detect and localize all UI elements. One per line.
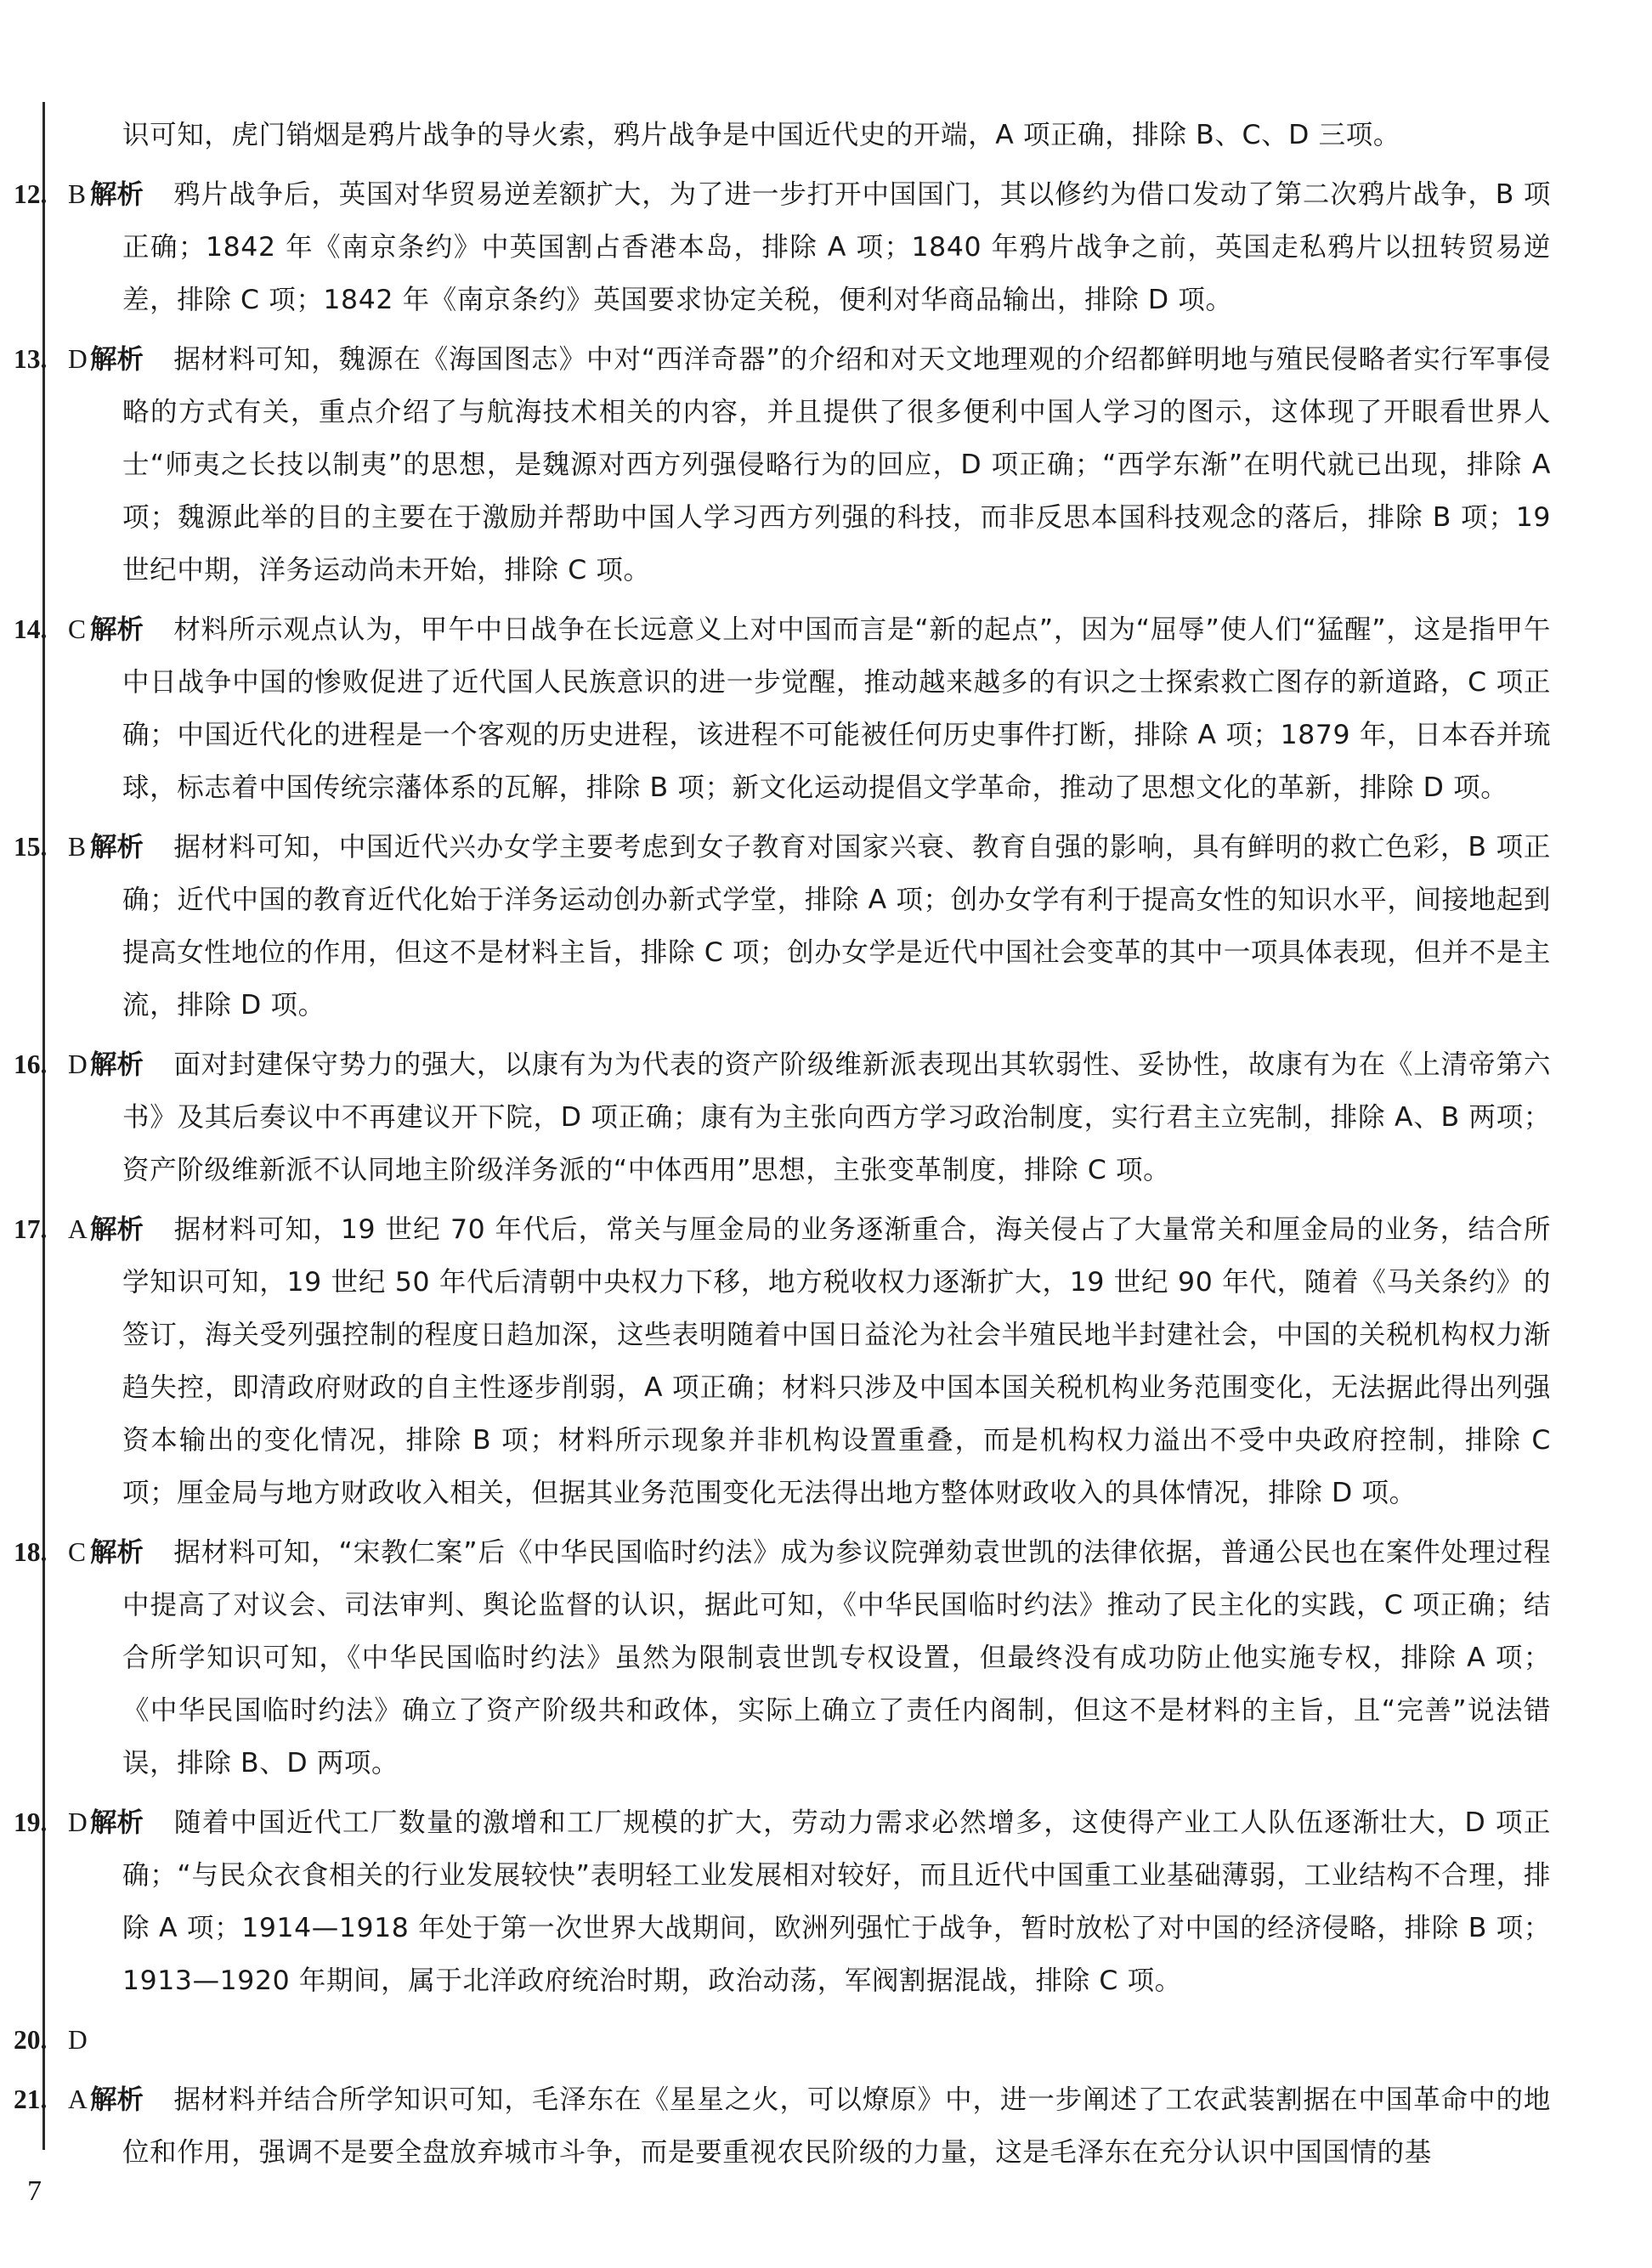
answer-item: 16. D 解析 面对封建保守势力的强大，以康有为为代表的资产阶级维新派表现出其软弱性、妥协性，故康有为在《上清帝第六书》及其后奏议中不再建议开下院，D 项正确；康有为主张向西方学习政治制度，实行君主立宪制，排除 A、B 两项；资产阶级维新派不认同地主阶级洋务派的“中体西用”思想，主张变革制度，排除 C 项。 [68, 1038, 1551, 1196]
answer-item: 17. A 解析 据材料可知，19 世纪 70 年代后，常关与厘金局的业务逐渐重合，海关侵占了大量常关和厘金局的业务，结合所学知识可知，19 世纪 50 年代后清朝中央权力下移，地方税收权力逐渐扩大，19 世纪 90 年代，随着《马关条约》的签订，海关受列强控制的程度日趋加深，这些表明随着中国日益沦为社会半殖民地半封建社会，中国的关税机构权力渐趋失控，即清政府财政的自主性逐步削弱，A 项正确；材料只涉及中国本国关税机构业务范围变化，无法据此得出列强资本输出的变化情况，排除 B 项；材料所示现象并非机构设置重叠，而是机构权力溢出不受中央政府控制，排除 C 项；厘金局与地方财政收入相关，但据其业务范围变化无法得出地方整体财政收入的具体情况，排除 D 项。 [68, 1203, 1551, 1519]
analysis-text: 鸦片战争后，英国对华贸易逆差额扩大，为了进一步打开中国国门，其以修约为借口发动了第二次鸦片战争，B 项正确；1842 年《南京条约》中英国割占香港本岛，排除 A 项；1840 年鸦片战争之前，英国走私鸦片以扭转贸易逆差，排除 C 项；1842 年《南京条约》英国要求协定关税，便利对华商品输出，排除 D 项。 [122, 179, 1551, 315]
question-number: 17. [14, 1214, 48, 1244]
answer-item: 14. C 解析 材料所示观点认为，甲午中日战争在长远意义上对中国而言是“新的起点”，因为“屈辱”使人们“猛醒”，这是指甲午中日战争中国的惨败促进了近代国人民族意识的进一步觉醒，推动越来越多的有识之士探索救亡图存的新道路，C 项正确；中国近代化的进程是一个客观的历史进程，该进程不可能被任何历史事件打断，排除 A 项；1879 年，日本吞并琉球，标志着中国传统宗藩体系的瓦解，排除 B 项；新文化运动提倡文学革命，推动了思想文化的革新，排除 D 项。 [68, 603, 1551, 814]
question-number: 15. [14, 832, 48, 862]
intro-text: 识可知，虎门销烟是鸦片战争的导火索，鸦片战争是中国近代史的开端，A 项正确，排除 B、C、D 三项。 [122, 120, 1400, 150]
question-number: 14. [14, 614, 48, 644]
answer-list [14, 168, 1552, 2179]
intro-continuation-line [68, 109, 1551, 161]
question-number: 13. [14, 344, 48, 374]
analysis-text: 据材料可知，中国近代兴办女学主要考虑到女子教育对国家兴衰、教育自强的影响，具有鲜明的救亡色彩，B 项正确；近代中国的教育近代化始于洋务运动创办新式学堂，排除 A 项；创办女学有利于提高女性的知识水平，间接地起到提高女性地位的作用，但这不是材料主旨，排除 C 项；创办女学是近代中国社会变革的其中一项具体表现，但并不是主流，排除 D 项。 [122, 832, 1551, 1021]
question-number: 18. [14, 1537, 48, 1567]
analysis-text: 据材料可知，魏源在《海国图志》中对“西洋奇器”的介绍和对天文地理观的介绍都鲜明地与殖民侵略者实行军事侵略的方式有关，重点介绍了与航海技术相关的内容，并且提供了很多便利中国人学习的图示，这体现了开眼看世界人士“师夷之长技以制夷”的思想，是魏源对西方列强侵略行为的回应，D 项正确；“西学东渐”在明代就已出现，排除 A 项；魏源此举的目的主要在于激励并帮助中国人学习西方列强的科技，而非反思本国科技观念的落后，排除 B 项；19 世纪中期，洋务运动尚未开始，排除 C 项。 [122, 344, 1551, 585]
answer-item: 20. D [68, 2014, 1551, 2067]
analysis-text: 材料所示观点认为，甲午中日战争在长远意义上对中国而言是“新的起点”，因为“屈辱”使人们“猛醒”，这是指甲午中日战争中国的惨败促进了近代国人民族意识的进一步觉醒，推动越来越多的有识之士探索救亡图存的新道路，C 项正确；中国近代化的进程是一个客观的历史进程，该进程不可能被任何历史事件打断，排除 A 项；1879 年，日本吞并琉球，标志着中国传统宗藩体系的瓦解，排除 B 项；新文化运动提倡文学革命，推动了思想文化的革新，排除 D 项。 [122, 614, 1552, 803]
question-number: 12. [14, 179, 48, 209]
answer-item: 12. B 解析 鸦片战争后，英国对华贸易逆差额扩大，为了进一步打开中国国门，其以修约为借口发动了第二次鸦片战争，B 项正确；1842 年《南京条约》中英国割占香港本岛，排除 A 项；1840 年鸦片战争之前，英国走私鸦片以扭转贸易逆差，排除 C 项；1842 年《南京条约》英国要求协定关税，便利对华商品输出，排除 D 项。 [68, 168, 1551, 326]
page-number: 7 [27, 2175, 42, 2207]
answer-item: 13. D 解析 据材料可知，魏源在《海国图志》中对“西洋奇器”的介绍和对天文地理观的介绍都鲜明地与殖民侵略者实行军事侵略的方式有关，重点介绍了与航海技术相关的内容，并且提供了很多便利中国人学习的图示，这体现了开眼看世界人士“师夷之长技以制夷”的思想，是魏源对西方列强侵略行为的回应，D 项正确；“西学东渐”在明代就已出现，排除 A 项；魏源此举的目的主要在于激励并帮助中国人学习西方列强的科技，而非反思本国科技观念的落后，排除 B 项；19 世纪中期，洋务运动尚未开始，排除 C 项。 [68, 333, 1551, 597]
question-number: 16. [14, 1049, 48, 1079]
analysis-text: 据材料可知，“宋教仁案”后《中华民国临时约法》成为参议院弹劾袁世凯的法律依据，普通公民也在案件处理过程中提高了对议会、司法审判、舆论监督的认识，据此可知，《中华民国临时约法》推动了民主化的实践，C 项正确；结合所学知识可知，《中华民国临时约法》虽然为限制袁世凯专权设置，但最终没有成功防止他实施专权，排除 A 项；《中华民国临时约法》确立了资产阶级共和政体，实际上确立了责任内阁制，但这不是材料的主旨，且“完善”说法错误，排除 B、D 两项。 [122, 1537, 1551, 1779]
analysis-text: 据材料并结合所学知识可知，毛泽东在《星星之火，可以燎原》中，进一步阐述了工农武装割据在中国革命中的地位和作用，强调不是要全盘放弃城市斗争，而是要重视农民阶级的力量，这是毛泽东在充分认识中国国情的基 [122, 2084, 1551, 2168]
question-number: 20. [14, 2025, 48, 2055]
analysis-text: 随着中国近代工厂数量的激增和工厂规模的扩大，劳动力需求必然增多，这使得产业工人队伍逐渐壮大，D 项正确；“与民众衣食相关的行业发展较快”表明轻工业发展相对较好，而且近代中国重工业基础薄弱，工业结构不合理，排除 A 项；1914—1918 年处于第一次世界大战期间，欧洲列强忙于战争，暂时放松了对中国的经济侵略，排除 B 项；1913—1920 年期间，属于北洋政府统治时期，政治动荡，军阀割据混战，排除 C 项。 [122, 1807, 1551, 1996]
answer-item: 15. B 解析 据材料可知，中国近代兴办女学主要考虑到女子教育对国家兴衰、教育自强的影响，具有鲜明的救亡色彩，B 项正确；近代中国的教育近代化始于洋务运动创办新式学堂，排除 A 项；创办女学有利于提高女性的知识水平，间接地起到提高女性地位的作用，但这不是材料主旨，排除 C 项；创办女学是近代中国社会变革的其中一项具体表现，但并不是主流，排除 D 项。 [68, 821, 1551, 1032]
answer-item: 19. D 解析 随着中国近代工厂数量的激增和工厂规模的扩大，劳动力需求必然增多，这使得产业工人队伍逐渐壮大，D 项正确；“与民众衣食相关的行业发展较快”表明轻工业发展相对较好，而且近代中国重工业基础薄弱，工业结构不合理，排除 A 项；1914—1918 年处于第一次世界大战期间，欧洲列强忙于战争，暂时放松了对中国的经济侵略，排除 B 项；1913—1920 年期间，属于北洋政府统治时期，政治动荡，军阀割据混战，排除 C 项。 [68, 1796, 1551, 2007]
question-number: 19. [14, 1807, 48, 1837]
answer-item: 21. A 解析 据材料并结合所学知识可知，毛泽东在《星星之火，可以燎原》中，进一步阐述了工农武装割据在中国革命中的地位和作用，强调不是要全盘放弃城市斗争，而是要重视农民阶级的力量，这是毛泽东在充分认识中国国情的基 [68, 2073, 1551, 2179]
answer-item: 18. C 解析 据材料可知，“宋教仁案”后《中华民国临时约法》成为参议院弹劾袁世凯的法律依据，普通公民也在案件处理过程中提高了对议会、司法审判、舆论监督的认识，据此可知，《中华民国临时约法》推动了民主化的实践，C 项正确；结合所学知识可知，《中华民国临时约法》虽然为限制袁世凯专权设置，但最终没有成功防止他实施专权，排除 A 项；《中华民国临时约法》确立了资产阶级共和政体，实际上确立了责任内阁制，但这不是材料的主旨，且“完善”说法错误，排除 B、D 两项。 [68, 1526, 1551, 1790]
analysis-text: 据材料可知，19 世纪 70 年代后，常关与厘金局的业务逐渐重合，海关侵占了大量常关和厘金局的业务，结合所学知识可知，19 世纪 50 年代后清朝中央权力下移，地方税收权力逐渐扩大，19 世纪 90 年代，随着《马关条约》的签订，海关受列强控制的程度日趋加深，这些表明随着中国日益沦为社会半殖民地半封建社会，中国的关税机构权力渐趋失控，即清政府财政的自主性逐步削弱，A 项正确；材料只涉及中国本国关税机构业务范围变化，无法据此得出列强资本输出的变化情况，排除 B 项；材料所示现象并非机构设置重叠，而是机构权力溢出不受中央政府控制，排除 C 项；厘金局与地方财政收入相关，但据其业务范围变化无法得出地方整体财政收入的具体情况，排除 D 项。 [122, 1214, 1551, 1508]
analysis-text: 面对封建保守势力的强大，以康有为为代表的资产阶级维新派表现出其软弱性、妥协性，故康有为在《上清帝第六书》及其后奏议中不再建议开下院，D 项正确；康有为主张向西方学习政治制度，实行君主立宪制，排除 A、B 两项；资产阶级维新派不认同地主阶级洋务派的“中体西用”思想，主张变革制度，排除 C 项。 [122, 1049, 1551, 1185]
answer-analysis-content [14, 109, 1552, 2186]
question-number: 21. [14, 2084, 48, 2114]
